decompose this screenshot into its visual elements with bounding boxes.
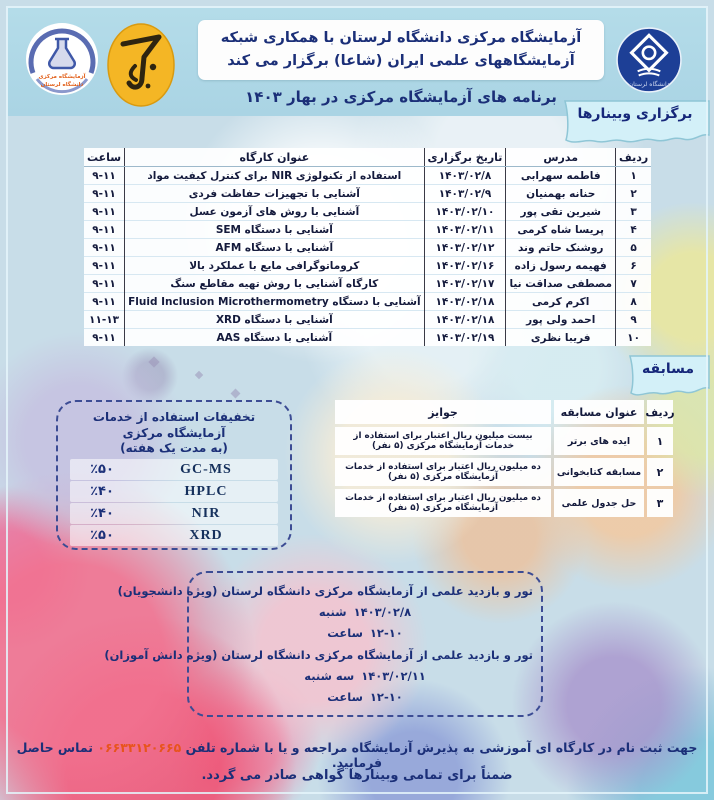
cell-instructor: مصطفی صداقت نیا [506,275,616,293]
tour-time: ۱۲-۱۰ [369,689,403,704]
central-lab-logo-caption: آزمایشگاه مرکزی دانشگاه لرستان [38,74,86,89]
cell-time: ۹-۱۱ [84,293,125,311]
webinar-table-header-row [84,148,651,167]
cell-time: ۹-۱۱ [84,257,125,275]
discount-percent: ٪۴۰ [90,506,114,522]
cell-time: ۹-۱۱ [84,167,125,185]
cell-workshop-title: آشنایی با دستگاه AAS [125,329,424,347]
contest-row-number: ۲ [647,458,673,486]
cell-instructor: پریسا شاه کرمی [506,221,616,239]
cell-row-number: ۸ [615,293,651,311]
table-row [84,203,651,221]
list-item [70,503,278,524]
table-row [84,311,651,329]
webinar-table [84,148,651,346]
contest-prize-cell: ده میلیون ریال اعتبار برای استفاده از خدمات آزمایشگاه مرکزی (۵ نفر) [335,458,551,486]
cell-row-number: ۶ [615,257,651,275]
cell-instructor: احمد ولی پور [506,311,616,329]
cell-instructor: روشنک حاتم وند [506,239,616,257]
list-item [70,525,278,546]
decorative-speck [148,356,159,367]
contest-header-prize: جوایز [335,400,551,424]
tour-day: شنبه [318,605,347,620]
cell-time: ۹-۱۱ [84,221,125,239]
cell-date: ۱۴۰۳/۰۲/۱۹ [424,329,506,347]
webinars-ribbon-label: برگزاری وبینارها [577,106,693,122]
cell-time: ۹-۱۱ [84,239,125,257]
cell-date: ۱۴۰۳/۰۲/۱۲ [424,239,506,257]
cell-instructor: شیرین تقی پور [506,203,616,221]
cell-time: ۹-۱۱ [84,329,125,347]
tour-time-label: ساعت [327,626,363,641]
cell-row-number: ۲ [615,185,651,203]
header-date: تاریخ برگزاری [424,148,506,167]
header-time: ساعت [84,148,125,167]
list-item [70,459,278,480]
cell-workshop-title: کروماتوگرافی مایع با عملکرد بالا [125,257,424,275]
central-lab-logo [24,21,100,111]
discount-service: XRD [189,527,223,543]
header-row-number: ردیف [615,148,651,167]
discount-box [56,400,292,550]
tour-box [104,571,543,717]
contest-title-cell: مسابقه کتابخوانی [554,458,644,486]
cell-workshop-title: آشنایی با روش های آزمون عسل [125,203,424,221]
cell-row-number: ۵ [615,239,651,257]
discount-percent: ٪۵۰ [90,462,114,478]
contest-ribbon-label: مسابقه [642,361,694,377]
discount-percent: ٪۵۰ [90,528,114,544]
table-row [84,239,651,257]
contest-ribbon [624,354,712,404]
cell-instructor: فاطمه سهرابی [506,167,616,185]
contest-title-cell: ایده های برتر [554,427,644,455]
contest-header-row-number: ردیف [647,400,673,424]
discount-subtitle: (به مدت یک هفته) [120,441,228,456]
list-item [70,481,278,502]
header-instructor: مدرس [506,148,616,167]
shaa-flask-icon [106,22,176,108]
cell-row-number: ۳ [615,203,651,221]
discount-title: تخفیفات استفاده از خدمات آزمایشگاه مرکزی [92,410,256,440]
cell-row-number: ۱۰ [615,329,651,347]
registration-note [0,740,714,770]
cell-workshop-title: آشنایی با دستگاه Fluid Inclusion Microthermometry [125,293,424,311]
cell-date: ۱۴۰۳/۰۲/۱۶ [424,257,506,275]
cell-workshop-title: استفاده از تکنولوژی NIR برای کنترل کیفیت مواد [125,167,424,185]
tour-day: سه شنبه [304,668,355,683]
contest-table [335,400,673,517]
header-workshop-title: عنوان کارگاه [125,148,424,167]
university-logo [616,26,682,94]
contest-header-title: عنوان مسابقه [554,400,644,424]
cell-row-number: ۴ [615,221,651,239]
cell-time: ۹-۱۱ [84,275,125,293]
cell-workshop-title: آشنایی با تجهیزات حفاظت فردی [125,185,424,203]
cell-workshop-title: آشنایی با دستگاه AFM [125,239,424,257]
certificate-note: ضمناً برای تمامی وبینارها گواهی صادر می گردد. [201,768,513,783]
discount-percent: ٪۴۰ [90,484,114,500]
decorative-speck [195,371,203,379]
header-title-line2: آزمایشگاههای علمی ایران (شاعا) برگزار می کند [227,52,575,69]
cell-date: ۱۴۰۳/۰۲/۱۰ [424,203,506,221]
registration-suffix: تماس حاصل فرمایید. [16,740,383,770]
decorative-speck [231,389,241,399]
discount-service: NIR [191,505,221,521]
shaa-logo [106,22,176,108]
cell-workshop-title: آشنایی با دستگاه SEM [125,221,424,239]
contest-prize-cell: بیست میلیون ریال اعتبار برای استفاده از خدمات آزمایشگاه مرکزی (۵ نفر) [335,427,551,455]
cell-time: ۹-۱۱ [84,203,125,221]
contest-prize-cell: ده میلیون ریال اعتبار برای استفاده از خدمات آزمایشگاه مرکزی (۵ نفر) [335,489,551,517]
tour-time-line [197,626,533,640]
webinars-ribbon [558,99,712,151]
cell-instructor: فهیمه رسول زاده [506,257,616,275]
table-row [84,221,651,239]
discount-service: HPLC [184,483,228,499]
webinar-table-body [84,167,651,347]
university-logo-caption: دانشگاه لرستان [628,80,670,88]
cell-row-number: ۹ [615,311,651,329]
tour-date-line [197,669,533,683]
cell-date: ۱۴۰۳/۰۲/۹ [424,185,506,203]
table-row [84,167,651,185]
cell-date: ۱۴۰۳/۰۲/۸ [424,167,506,185]
table-row [84,275,651,293]
cell-date: ۱۴۰۳/۰۲/۱۷ [424,275,506,293]
tour-title: تور و بازدید علمی از آزمایشگاه مرکزی دانشگاه لرستان (ویژه دانشجویان) [117,584,533,599]
cell-instructor: فریبا نظری [506,329,616,347]
cell-time: ۱۱-۱۳ [84,311,125,329]
registration-prefix: جهت ثبت نام در کارگاه ای آموزشی به پذیرش آزمایشگاه مراجعه و یا با شماره تلفن [181,740,698,755]
cell-workshop-title: آشنایی با دستگاه XRD [125,311,424,329]
tour-time-label: ساعت [327,689,363,704]
table-row [84,293,651,311]
cell-workshop-title: کارگاه آشنایی با روش تهیه مقاطع سنگ [125,275,424,293]
cell-date: ۱۴۰۳/۰۲/۱۸ [424,293,506,311]
cell-instructor: حنانه بهمنیان [506,185,616,203]
contest-row-number: ۱ [647,427,673,455]
tour-date: ۱۴۰۳/۰۲/۸ [353,605,412,620]
contest-row-number: ۳ [647,489,673,517]
header-subtitle: برنامه های آزمایشگاه مرکزی در بهار ۱۴۰۳ [245,88,557,106]
discount-service: GC-MS [180,461,232,477]
university-emblem-icon [616,26,682,94]
tour-date-line [197,605,533,619]
cell-row-number: ۱ [615,167,651,185]
cell-time: ۹-۱۱ [84,185,125,203]
table-row [84,257,651,275]
contest-title-cell: حل جدول علمی [554,489,644,517]
tour-title: تور و بازدید علمی از آزمایشگاه مرکزی دانشگاه لرستان (ویژه دانش آموزان) [104,647,533,662]
header-title-box [198,20,604,80]
table-row [84,329,651,347]
phone-number: ۰۶۶۳۳۱۲۰۶۶۵ [97,740,182,755]
discount-list [68,459,280,546]
cell-instructor: اکرم کرمی [506,293,616,311]
cell-row-number: ۷ [615,275,651,293]
cell-date: ۱۴۰۳/۰۲/۱۱ [424,221,506,239]
tour-date: ۱۴۰۳/۰۲/۱۱ [361,668,426,683]
tour-time-line [197,690,533,704]
table-row [84,185,651,203]
cell-date: ۱۴۰۳/۰۲/۱۸ [424,311,506,329]
header-title-line1: آزمایشگاه مرکزی دانشگاه لرستان با همکاری شبکه [220,30,582,47]
tour-time: ۱۲-۱۰ [369,626,403,641]
